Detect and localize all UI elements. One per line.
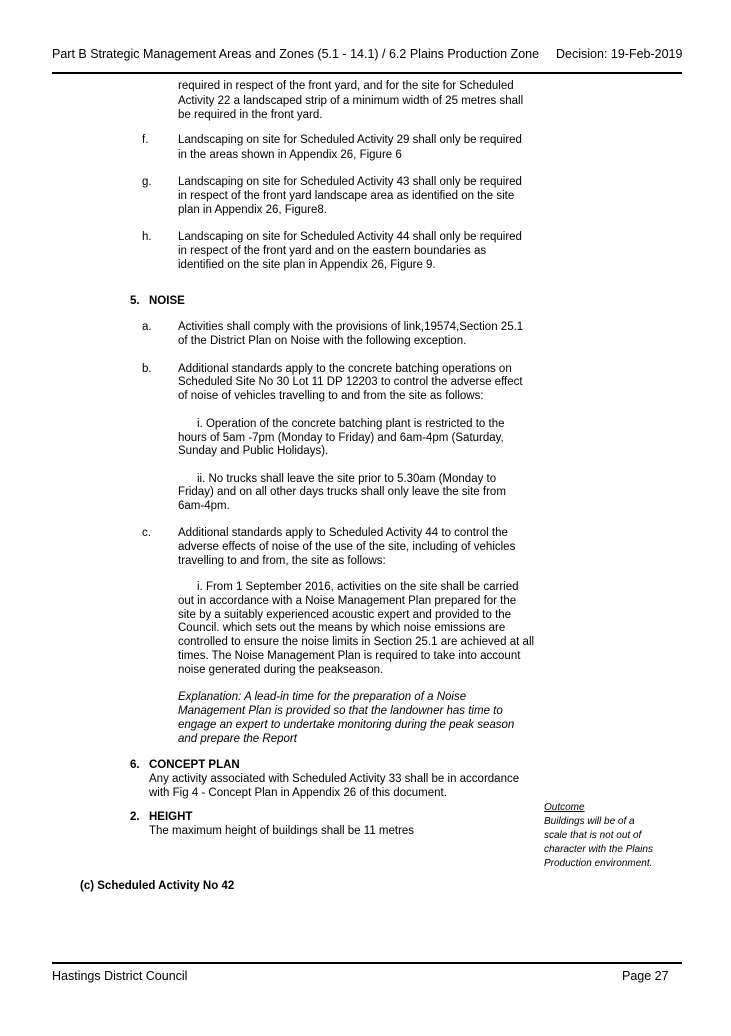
item-g-line: plan in Appendix 26, Figure8.: [178, 204, 327, 216]
noise-a-line: Activities shall comply with the provisions of link,19574,Section 25.1: [178, 321, 524, 333]
noise-b-ii-line: 6am-4pm.: [178, 500, 230, 512]
noise-number: 5.: [130, 295, 140, 307]
item-h-line: in respect of the front yard and on the eastern boundaries as: [178, 245, 487, 257]
noise-c-i-line: noise generated during the peakseason.: [178, 664, 384, 676]
noise-c-i-line: out in accordance with a Noise Management Plan prepared for the: [178, 595, 517, 607]
item-h-letter: h.: [142, 231, 152, 243]
item-g-letter: g.: [142, 176, 152, 188]
header-rule: [52, 72, 682, 74]
noise-c-i-line: site by a suitably experienced acoustic expert and provided to the: [178, 609, 512, 621]
outcome-line: Production environment.: [544, 858, 653, 869]
outcome-line: scale that is not out of: [544, 830, 642, 841]
height-text: The maximum height of buildings shall be 11 metres: [149, 825, 415, 837]
noise-a-letter: a.: [142, 321, 152, 333]
noise-c-i-line: Council. which sets out the means by which noise emissions are: [178, 622, 506, 634]
footer-org: Hastings District Council: [52, 969, 188, 983]
noise-b-line: of noise of vehicles travelling to and from the site as follows:: [178, 390, 484, 402]
noise-b-letter: b.: [142, 363, 152, 375]
noise-c-i-line: i. From 1 September 2016, activities on the site shall be carried: [197, 581, 519, 593]
concept-line: with Fig 4 - Concept Plan in Appendix 26 of this document.: [149, 787, 447, 799]
noise-b-i-line: i. Operation of the concrete batching plant is restricted to the: [197, 418, 505, 430]
noise-b-ii-line: Friday) and on all other days trucks shall only leave the site from: [178, 486, 506, 498]
continuation-line: required in respect of the front yard, and for the site for Scheduled: [178, 80, 514, 92]
noise-c-line: Additional standards apply to Scheduled Activity 44 to control the: [178, 527, 508, 539]
header-title: Part B Strategic Management Areas and Zones (5.1 - 14.1) / 6.2 Plains Production Zone: [52, 47, 540, 61]
item-f-letter: f.: [142, 134, 149, 146]
height-heading: HEIGHT: [149, 811, 193, 823]
noise-c-i-line: controlled to ensure the noise limits in Section 25.1 are achieved at all: [178, 636, 535, 648]
item-g-line: in respect of the front yard landscape area as identified on the site: [178, 190, 515, 202]
explanation-line: engage an expert to undertake monitoring during the peak season: [178, 719, 515, 731]
concept-heading: CONCEPT PLAN: [149, 759, 240, 771]
noise-b-i-line: Sunday and Public Holidays).: [178, 445, 329, 457]
noise-c-line: travelling to and from, the site as follows:: [178, 555, 386, 567]
noise-a-line: of the District Plan on Noise with the following exception.: [178, 335, 467, 347]
scheduled-activity-heading: (c) Scheduled Activity No 42: [80, 880, 235, 892]
concept-number: 6.: [130, 759, 140, 771]
explanation-line: Explanation: A lead-in time for the preparation of a Noise: [178, 691, 467, 703]
item-h-line: identified on the site plan in Appendix 26, Figure 9.: [178, 259, 436, 271]
height-number: 2.: [130, 811, 140, 823]
noise-b-line: Scheduled Site No 30 Lot 11 DP 12203 to control the adverse effect: [178, 376, 523, 388]
concept-line: Any activity associated with Scheduled Activity 33 shall be in accordance: [149, 773, 520, 785]
noise-c-line: adverse effects of noise of the use of the site, including of vehicles: [178, 541, 516, 553]
outcome-label: Outcome: [544, 802, 585, 813]
outcome-line: Buildings will be of a: [544, 816, 635, 827]
decision-date: Decision: 19-Feb-2019: [556, 47, 683, 61]
item-g-line: Landscaping on site for Scheduled Activity 43 shall only be required: [178, 176, 522, 188]
item-f-line: Landscaping on site for Scheduled Activity 29 shall only be required: [178, 134, 522, 146]
explanation-line: Management Plan is provided so that the landowner has time to: [178, 705, 503, 717]
item-f-line: in the areas shown in Appendix 26, Figure 6: [178, 149, 402, 161]
item-h-line: Landscaping on site for Scheduled Activity 44 shall only be required: [178, 231, 522, 243]
noise-c-i-line: times. The Noise Management Plan is required to take into account: [178, 650, 521, 662]
explanation-line: and prepare the Report: [178, 733, 297, 745]
page-number: Page 27: [622, 969, 669, 983]
noise-heading: NOISE: [149, 295, 185, 307]
noise-b-ii-line: ii. No trucks shall leave the site prior to 5.30am (Monday to: [197, 473, 497, 485]
continuation-line: Activity 22 a landscaped strip of a minimum width of 25 metres shall: [178, 95, 524, 107]
footer-rule: [52, 962, 682, 964]
noise-c-letter: c.: [142, 527, 151, 539]
outcome-line: character with the Plains: [544, 844, 653, 855]
noise-b-line: Additional standards apply to the concrete batching operations on: [178, 363, 512, 375]
noise-b-i-line: hours of 5am -7pm (Monday to Friday) and 6am-4pm (Saturday,: [178, 432, 504, 444]
continuation-line: be required in the front yard.: [178, 109, 323, 121]
